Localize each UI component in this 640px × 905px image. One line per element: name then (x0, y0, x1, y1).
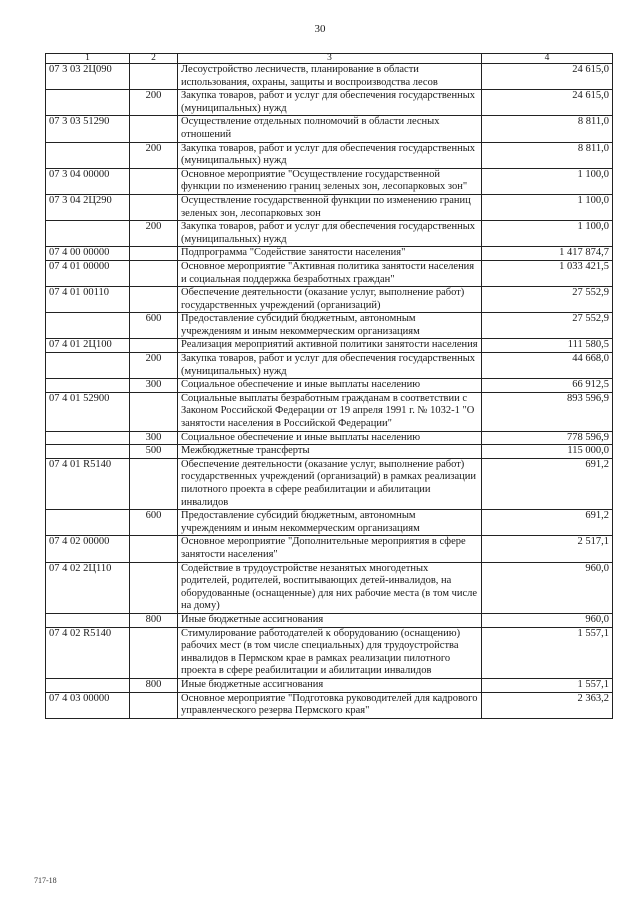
header-col-1: 1 (46, 54, 130, 64)
table-header-row (46, 54, 613, 64)
expense-type-code (130, 627, 178, 678)
amount-value: 1 417 874,7 (482, 247, 613, 261)
expense-type-code: 200 (130, 90, 178, 116)
table-row (46, 168, 613, 194)
expense-type-code: 600 (130, 510, 178, 536)
table-row (46, 431, 613, 445)
table-row (46, 287, 613, 313)
header-col-2: 2 (130, 54, 178, 64)
target-article-code: 07 4 02 R5140 (46, 627, 130, 678)
item-name: Реализация мероприятий активной политики занятости населения (178, 339, 482, 353)
item-name: Обеспечение деятельности (оказание услуг, выполнение работ) государственных учреждений (организаций) (178, 287, 482, 313)
expense-type-code: 800 (130, 613, 178, 627)
amount-value: 24 615,0 (482, 90, 613, 116)
table-row (46, 142, 613, 168)
expense-type-code (130, 392, 178, 431)
table-row (46, 313, 613, 339)
table-row (46, 445, 613, 459)
target-article-code: 07 4 01 R5140 (46, 458, 130, 509)
expense-type-code (130, 458, 178, 509)
table-row (46, 194, 613, 220)
table-row (46, 221, 613, 247)
amount-value: 8 811,0 (482, 116, 613, 142)
target-article-code: 07 3 03 51290 (46, 116, 130, 142)
table-row (46, 678, 613, 692)
expense-type-code (130, 260, 178, 286)
amount-value: 1 033 421,5 (482, 260, 613, 286)
target-article-code: 07 4 01 00110 (46, 287, 130, 313)
item-name: Предоставление субсидий бюджетным, автономным учреждениям и иным некоммерческим организациям (178, 510, 482, 536)
amount-value: 1 100,0 (482, 168, 613, 194)
item-name: Предоставление субсидий бюджетным, автономным учреждениям и иным некоммерческим организациям (178, 313, 482, 339)
target-article-code (46, 510, 130, 536)
budget-table (45, 53, 613, 719)
table-row (46, 510, 613, 536)
amount-value: 66 912,5 (482, 379, 613, 393)
target-article-code: 07 4 01 2Ц100 (46, 339, 130, 353)
amount-value: 2 363,2 (482, 692, 613, 718)
expense-type-code: 300 (130, 379, 178, 393)
header-col-4: 4 (482, 54, 613, 64)
target-article-code: 07 3 04 2Ц290 (46, 194, 130, 220)
target-article-code: 07 4 01 52900 (46, 392, 130, 431)
expense-type-code: 500 (130, 445, 178, 459)
item-name: Лесоустройство лесничеств, планирование в области использования, охраны, защиты и воспроизводства лесов (178, 64, 482, 90)
target-article-code (46, 445, 130, 459)
target-article-code (46, 353, 130, 379)
item-name: Содействие в трудоустройстве незанятых многодетных родителей, родителей, воспитывающих детей-инвалидов, на оборудованные (оснащенные) для них рабочие места (в том числе на дому) (178, 562, 482, 613)
table-row (46, 260, 613, 286)
expense-type-code: 800 (130, 678, 178, 692)
target-article-code (46, 221, 130, 247)
amount-value: 1 100,0 (482, 194, 613, 220)
item-name: Осуществление отдельных полномочий в области лесных отношений (178, 116, 482, 142)
amount-value: 2 517,1 (482, 536, 613, 562)
expense-type-code (130, 536, 178, 562)
item-name: Подпрограмма "Содействие занятости населения" (178, 247, 482, 261)
target-article-code (46, 431, 130, 445)
amount-value: 27 552,9 (482, 287, 613, 313)
item-name: Закупка товаров, работ и услуг для обеспечения государственных (муниципальных) нужд (178, 353, 482, 379)
header-col-3: 3 (178, 54, 482, 64)
target-article-code: 07 4 01 00000 (46, 260, 130, 286)
item-name: Основное мероприятие "Активная политика занятости населения и социальная поддержка безработных граждан" (178, 260, 482, 286)
target-article-code (46, 142, 130, 168)
table-row (46, 353, 613, 379)
table-row (46, 562, 613, 613)
expense-type-code (130, 247, 178, 261)
expense-type-code (130, 64, 178, 90)
table-row (46, 247, 613, 261)
item-name: Стимулирование работодателей к оборудованию (оснащению) рабочих мест (в том числе специальных) для трудоустройства инвалидов в Пермском крае в рамках реализации пилотного проекта в сфере реабилитации и абилитации инвалидов (178, 627, 482, 678)
amount-value: 691,2 (482, 510, 613, 536)
item-name: Основное мероприятие "Дополнительные мероприятия в сфере занятости населения" (178, 536, 482, 562)
item-name: Основное мероприятие "Осуществление государственной функции по изменению границ зеленых зон, лесопарковых зон" (178, 168, 482, 194)
table-row (46, 64, 613, 90)
item-name: Иные бюджетные ассигнования (178, 613, 482, 627)
target-article-code (46, 613, 130, 627)
amount-value: 960,0 (482, 562, 613, 613)
item-name: Социальное обеспечение и иные выплаты населению (178, 431, 482, 445)
table-row (46, 339, 613, 353)
table-row (46, 116, 613, 142)
table-row (46, 458, 613, 509)
expense-type-code: 300 (130, 431, 178, 445)
amount-value: 24 615,0 (482, 64, 613, 90)
target-article-code: 07 4 02 2Ц110 (46, 562, 130, 613)
amount-value: 111 580,5 (482, 339, 613, 353)
table-row (46, 90, 613, 116)
table-row (46, 613, 613, 627)
amount-value: 778 596,9 (482, 431, 613, 445)
expense-type-code: 200 (130, 142, 178, 168)
table-row (46, 692, 613, 718)
amount-value: 115 000,0 (482, 445, 613, 459)
item-name: Социальные выплаты безработным гражданам в соответствии с Законом Российской Федерации от 19 апреля 1991 г. № 1032-1 "О занятости населения в Российской Федерации" (178, 392, 482, 431)
item-name: Осуществление государственной функции по изменению границ зеленых зон, лесопарковых зон (178, 194, 482, 220)
amount-value: 893 596,9 (482, 392, 613, 431)
amount-value: 27 552,9 (482, 313, 613, 339)
target-article-code: 07 3 04 00000 (46, 168, 130, 194)
page-number: 30 (314, 23, 326, 35)
amount-value: 44 668,0 (482, 353, 613, 379)
table-row (46, 392, 613, 431)
expense-type-code (130, 116, 178, 142)
amount-value: 1 557,1 (482, 627, 613, 678)
expense-type-code: 200 (130, 353, 178, 379)
item-name: Межбюджетные трансферты (178, 445, 482, 459)
amount-value: 8 811,0 (482, 142, 613, 168)
table-row (46, 627, 613, 678)
target-article-code: 07 4 00 00000 (46, 247, 130, 261)
amount-value: 960,0 (482, 613, 613, 627)
target-article-code: 07 4 03 00000 (46, 692, 130, 718)
target-article-code (46, 379, 130, 393)
target-article-code: 07 3 03 2Ц090 (46, 64, 130, 90)
item-name: Социальное обеспечение и иные выплаты населению (178, 379, 482, 393)
target-article-code (46, 678, 130, 692)
expense-type-code (130, 692, 178, 718)
expense-type-code (130, 339, 178, 353)
target-article-code (46, 90, 130, 116)
item-name: Иные бюджетные ассигнования (178, 678, 482, 692)
expense-type-code: 200 (130, 221, 178, 247)
footer-code: 717-18 (34, 876, 57, 885)
item-name: Закупка товаров, работ и услуг для обеспечения государственных (муниципальных) нужд (178, 142, 482, 168)
expense-type-code (130, 287, 178, 313)
item-name: Закупка товаров, работ и услуг для обеспечения государственных (муниципальных) нужд (178, 90, 482, 116)
item-name: Основное мероприятие "Подготовка руководителей для кадрового управленческого резерва Пермского края" (178, 692, 482, 718)
item-name: Закупка товаров, работ и услуг для обеспечения государственных (муниципальных) нужд (178, 221, 482, 247)
table-row (46, 536, 613, 562)
expense-type-code (130, 562, 178, 613)
amount-value: 1 100,0 (482, 221, 613, 247)
table-row (46, 379, 613, 393)
expense-type-code: 600 (130, 313, 178, 339)
expense-type-code (130, 194, 178, 220)
amount-value: 1 557,1 (482, 678, 613, 692)
amount-value: 691,2 (482, 458, 613, 509)
expense-type-code (130, 168, 178, 194)
target-article-code: 07 4 02 00000 (46, 536, 130, 562)
item-name: Обеспечение деятельности (оказание услуг, выполнение работ) государственных учреждений (организаций) в рамках реализации пилотного проекта в сфере реабилитации и абилитации инвалидов (178, 458, 482, 509)
target-article-code (46, 313, 130, 339)
